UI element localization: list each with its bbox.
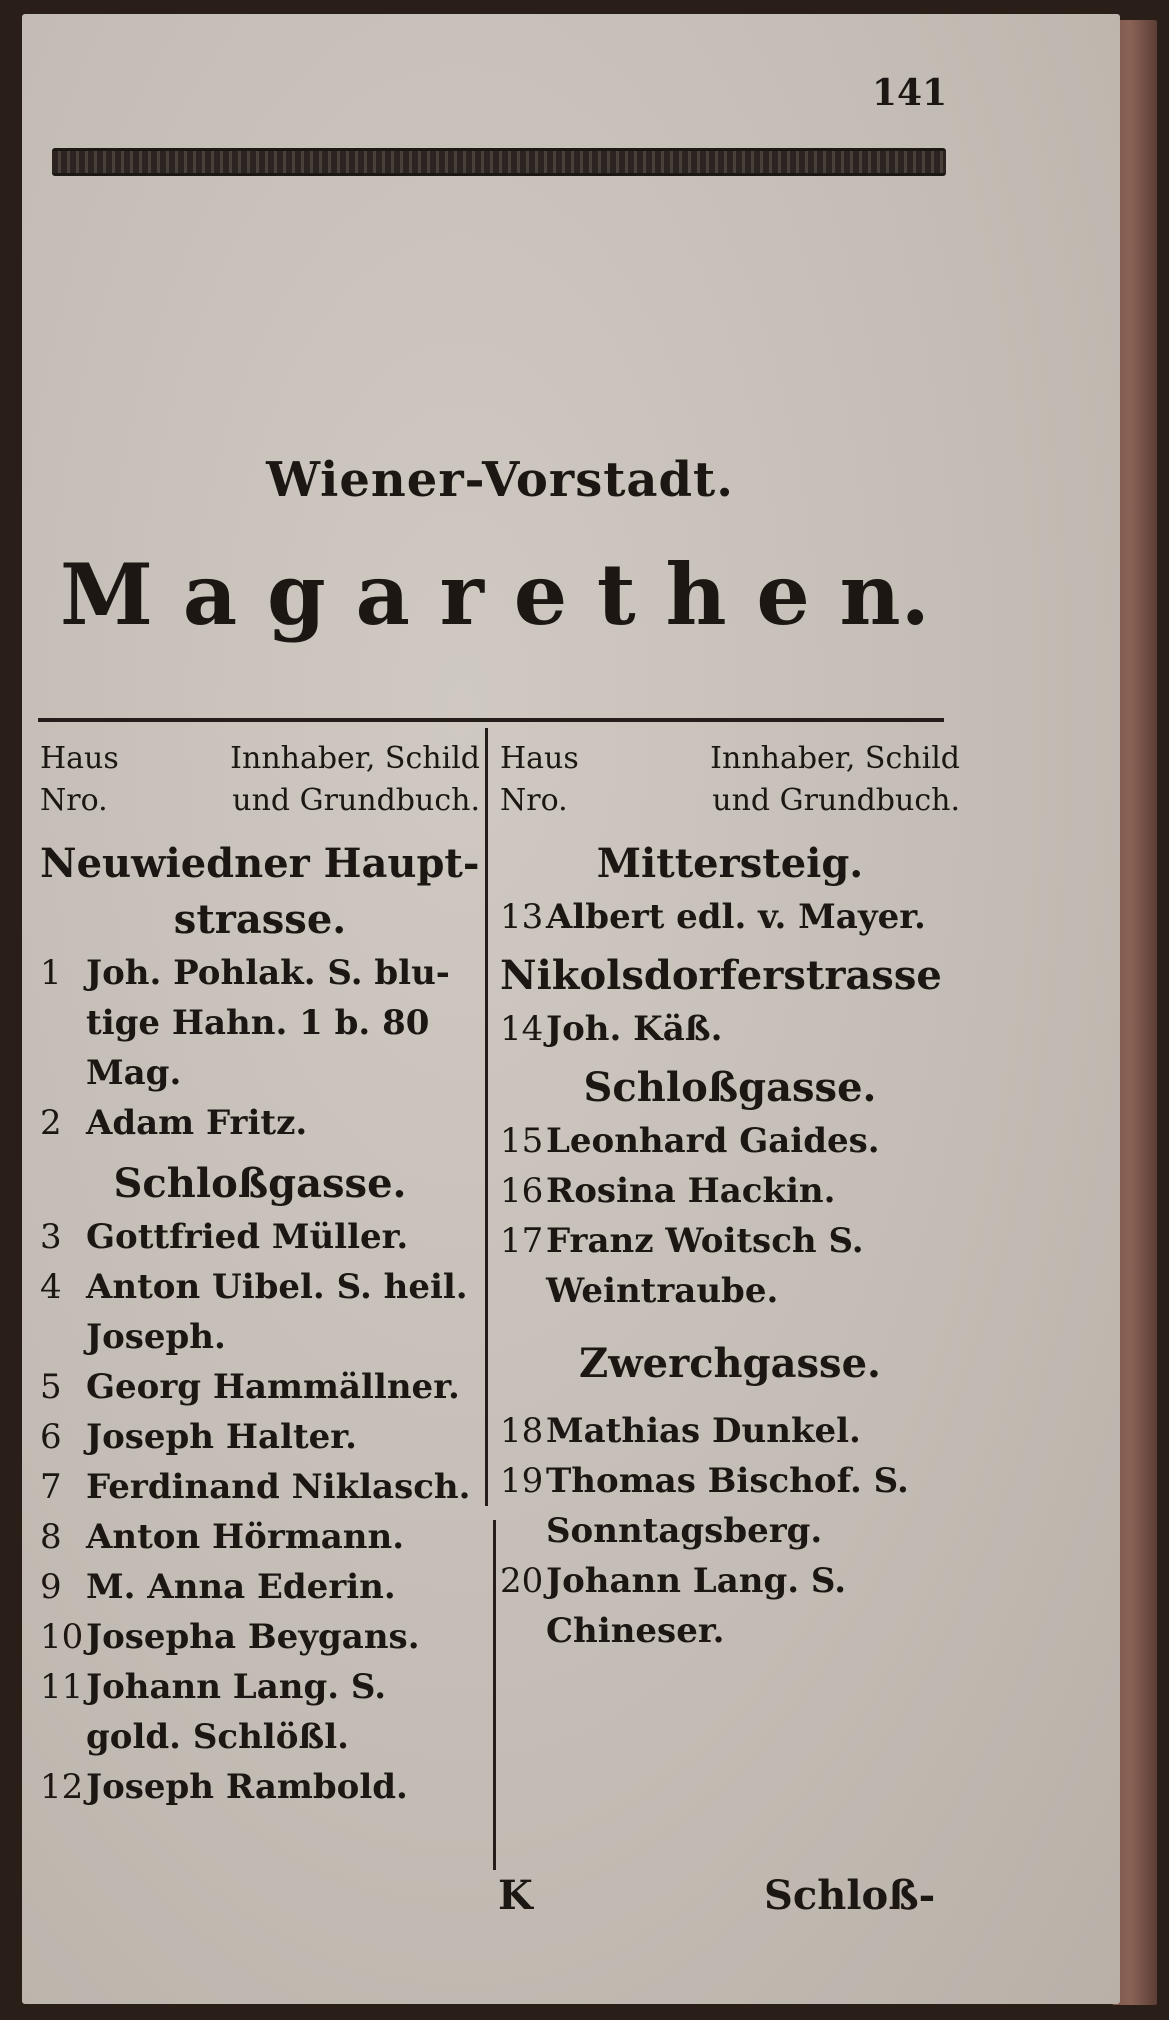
street-heading-cont: strasse. (173, 896, 347, 943)
owner-entry: Joseph Rambold. (86, 1767, 408, 1807)
owner-entry: Johann Lang. S. Chineser. (546, 1561, 847, 1651)
house-number: 3 (40, 1217, 62, 1257)
owner-entry: Mathias Dunkel. (546, 1411, 861, 1451)
column-divider (493, 1520, 496, 1870)
list-item (40, 1262, 480, 1362)
owner-entry: Joh. Pohlak. S. blu-tige Hahn. 1 b. 80 Mag. (86, 953, 450, 1093)
signature-mark: K (498, 1872, 533, 1919)
owner-entry: Thomas Bischof. S. Sonntagsberg. (546, 1461, 909, 1551)
column-header (500, 738, 960, 822)
list-item (40, 1562, 480, 1612)
street-heading: Schloßgasse. (583, 1064, 877, 1111)
street-heading: Neuwiedner Haupt- (40, 840, 480, 887)
house-number: 1 (40, 953, 62, 993)
table-top-rule (38, 718, 944, 722)
house-number: 16 (500, 1171, 544, 1211)
list-item (40, 948, 480, 1098)
catchword: Schloß- (764, 1872, 936, 1919)
header-house: Haus (500, 741, 579, 776)
house-number: 5 (40, 1367, 62, 1407)
list-item (40, 1662, 480, 1762)
owner-entry: Josepha Beygans. (86, 1617, 420, 1657)
header-house: Haus (40, 741, 119, 776)
left-column (40, 738, 480, 1812)
list-item (40, 1362, 480, 1412)
house-number: 12 (40, 1767, 84, 1807)
page-number: 141 (872, 72, 948, 114)
column-header (40, 738, 480, 822)
owner-entry: Leonhard Gaides. (546, 1121, 880, 1161)
header-register: und Grundbuch. (712, 783, 960, 818)
list-item (500, 1116, 960, 1166)
house-number: 19 (500, 1461, 544, 1501)
list-item (40, 1512, 480, 1562)
page-title (60, 545, 930, 644)
house-number: 13 (500, 897, 544, 937)
list-item (40, 1462, 480, 1512)
ornamental-rule (52, 148, 946, 176)
right-column (500, 738, 960, 1656)
house-number: 7 (40, 1467, 62, 1507)
title-letter: a (182, 545, 238, 644)
list-item (40, 1412, 480, 1462)
house-number: 9 (40, 1567, 62, 1607)
header-no: Nro. (500, 783, 568, 818)
owner-entry: Franz Woitsch S. Weintraube. (546, 1221, 864, 1311)
title-letter: e (756, 545, 810, 644)
street-heading: Nikolsdorferstrasse (500, 952, 942, 999)
title-letter: M (60, 545, 153, 644)
list-item (40, 1612, 480, 1662)
street-heading: Mittersteig. (596, 840, 864, 887)
house-number: 10 (40, 1617, 84, 1657)
list-item (500, 1004, 960, 1054)
title-letter: h (665, 545, 727, 644)
list-item (500, 1406, 960, 1456)
owner-entry: Anton Uibel. S. heil. Joseph. (86, 1267, 468, 1357)
owner-entry: Johann Lang. S. gold. Schlößl. (86, 1667, 387, 1757)
house-number: 11 (40, 1667, 84, 1707)
street-heading: Zwerchgasse. (579, 1340, 881, 1387)
list-item (500, 892, 960, 942)
title-letter: n. (839, 545, 930, 644)
page-subtitle: Wiener-Vorstadt. (266, 452, 734, 508)
owner-entry: Gottfried Müller. (86, 1217, 409, 1257)
house-number: 6 (40, 1417, 62, 1457)
header-owner: Innhaber, Schild (230, 741, 480, 776)
title-letter: g (266, 545, 326, 644)
title-letter: a (355, 545, 410, 644)
owner-entry: Anton Hörmann. (86, 1517, 405, 1557)
house-number: 17 (500, 1221, 544, 1261)
list-item (40, 1762, 480, 1812)
house-number: 20 (500, 1561, 544, 1601)
list-item (500, 1456, 960, 1556)
house-number: 8 (40, 1517, 62, 1557)
list-item (500, 1216, 960, 1316)
owner-entry: M. Anna Ederin. (86, 1567, 396, 1607)
list-item (500, 1166, 960, 1216)
owner-entry: Joseph Halter. (86, 1417, 357, 1457)
owner-entry: Rosina Hackin. (546, 1171, 836, 1211)
list-item (500, 1556, 960, 1656)
owner-entry: Ferdinand Niklasch. (86, 1467, 471, 1507)
header-register: und Grundbuch. (232, 783, 480, 818)
house-number: 14 (500, 1009, 544, 1049)
title-letter: e (513, 545, 568, 644)
owner-entry: Albert edl. v. Mayer. (546, 897, 926, 937)
house-number: 15 (500, 1121, 544, 1161)
title-letter: r (439, 545, 484, 644)
header-no: Nro. (40, 783, 108, 818)
header-owner: Innhaber, Schild (710, 741, 960, 776)
house-number: 2 (40, 1103, 62, 1143)
house-number: 18 (500, 1411, 544, 1451)
owner-entry: Adam Fritz. (86, 1103, 308, 1143)
owner-entry: Georg Hammällner. (86, 1367, 460, 1407)
list-item (40, 1212, 480, 1262)
list-item (40, 1098, 480, 1148)
column-divider (485, 728, 488, 1506)
street-heading: Schloßgasse. (113, 1160, 407, 1207)
title-letter: t (596, 545, 636, 644)
owner-entry: Joh. Käß. (546, 1009, 723, 1049)
house-number: 4 (40, 1267, 62, 1307)
